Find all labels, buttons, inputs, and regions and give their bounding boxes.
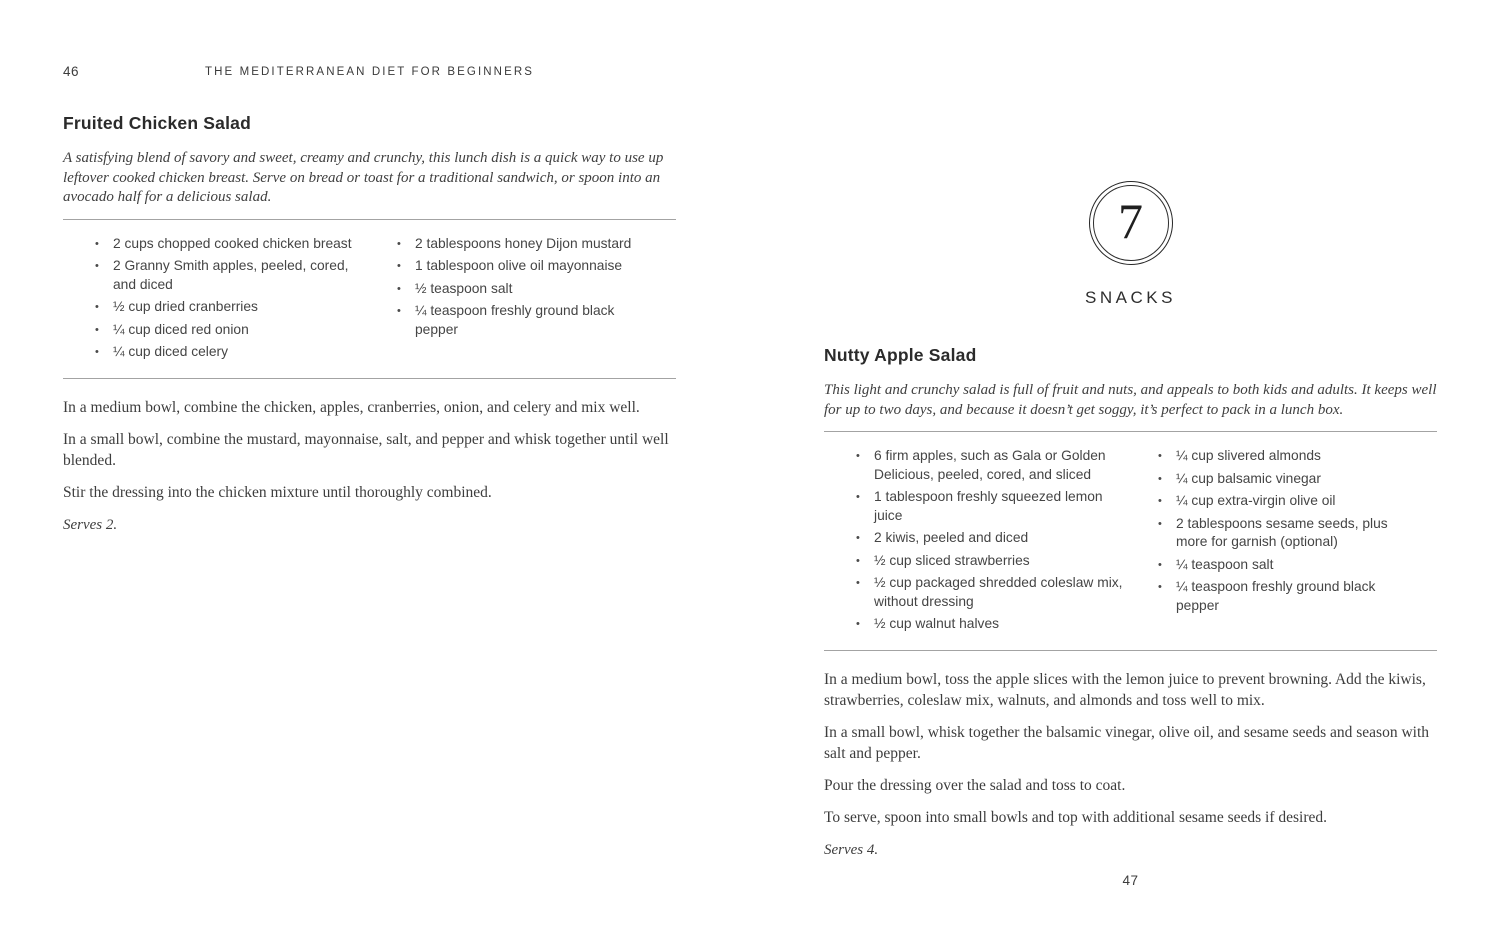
bullet-icon: •	[856, 554, 860, 567]
ingredient-item	[856, 488, 1132, 525]
ingredient-item	[95, 343, 371, 362]
bullet-icon: •	[856, 491, 860, 503]
chapter-number: 7	[1118, 193, 1143, 249]
step-paragraph: Stir the dressing into the chicken mixture until thoroughly combined.	[63, 483, 492, 501]
ingredient-text: ¼ teaspoon freshly ground black pepper	[415, 303, 615, 337]
ingredient-item	[397, 235, 642, 254]
step-paragraph: In a small bowl, combine the mustard, mayonnaise, salt, and pepper and whisk together until well blended.	[63, 430, 669, 469]
ingredient-item	[856, 447, 1132, 484]
ingredients-column-2	[1158, 447, 1437, 638]
ingredient-text: ½ cup sliced strawberries	[874, 552, 1030, 568]
bullet-icon: •	[1158, 450, 1162, 462]
bullet-icon: •	[856, 450, 860, 462]
bullet-icon: •	[856, 532, 860, 544]
ingredient-text: ½ teaspoon salt	[415, 280, 513, 296]
step-paragraph: Pour the dressing over the salad and toss to coat.	[824, 776, 1126, 794]
ingredient-text: ¼ cup diced celery	[113, 344, 229, 359]
ingredient-item	[856, 615, 1132, 634]
bullet-icon: •	[95, 301, 99, 313]
step-paragraph: To serve, spoon into small bowls and top with additional sesame seeds if desired.	[824, 808, 1328, 826]
chapter-number-badge	[1089, 181, 1173, 265]
recipe-title-fruited-chicken-salad: Fruited Chicken Salad	[63, 113, 251, 133]
right-page-number: 47	[1122, 872, 1139, 888]
bullet-icon: •	[397, 305, 401, 317]
ingredient-text: 2 Granny Smith apples, peeled, cored, and diced	[113, 258, 349, 292]
bullet-icon: •	[1158, 472, 1162, 485]
left-running-head	[63, 64, 676, 82]
ingredients-column-2	[397, 235, 676, 366]
badge-inner-ring	[1093, 185, 1169, 261]
bullet-icon: •	[1158, 558, 1162, 571]
recipe-intro: A satisfying blend of savory and sweet, creamy and crunchy, this lunch dish is a quick way to use up leftover cooked chicken breast. Serve on bread or toast for a traditional sandwich, or spoon into an avocado half for a delicious salad.	[63, 150, 664, 205]
ingredient-item	[1158, 447, 1403, 466]
step-paragraph: In a small bowl, whisk together the balsamic vinegar, olive oil, and sesame seeds and season with salt and pepper.	[824, 723, 1430, 762]
ingredient-text: 1 tablespoon olive oil mayonnaise	[415, 258, 623, 273]
ingredient-item	[1158, 515, 1403, 552]
ingredient-item	[856, 552, 1132, 571]
ingredient-item	[856, 529, 1132, 548]
ingredient-text: 2 cups chopped cooked chicken breast	[113, 235, 352, 251]
step-paragraph: In a medium bowl, combine the chicken, apples, cranberries, onion, and celery and mix well.	[63, 398, 640, 416]
ingredient-text: 2 tablespoons honey Dijon mustard	[415, 235, 632, 251]
ingredient-text: ½ cup dried cranberries	[113, 299, 258, 314]
running-header: THE MEDITERRANEAN DIET FOR BEGINNERS	[204, 66, 535, 78]
bullet-icon: •	[397, 260, 401, 272]
ingredients-section	[63, 219, 676, 379]
ingredients-column-1	[63, 235, 397, 366]
ingredient-text: 2 tablespoons sesame seeds, plus more for garnish (optional)	[1176, 515, 1388, 549]
ingredient-text: 1 tablespoon freshly squeezed lemon juice	[874, 489, 1103, 523]
ingredients-section	[824, 431, 1437, 651]
ingredients-column-1	[824, 447, 1158, 638]
ingredient-text: 2 kiwis, peeled and diced	[874, 530, 1029, 545]
bullet-icon: •	[95, 237, 99, 250]
ingredient-item	[397, 302, 642, 339]
bullet-icon: •	[1158, 581, 1162, 593]
ingredient-item	[1158, 578, 1403, 615]
bullet-icon: •	[95, 323, 99, 336]
serves-note: Serves 2.	[63, 516, 118, 533]
ingredient-item	[95, 257, 371, 294]
recipe-intro: This light and crunchy salad is full of fruit and nuts, and appeals to both kids and adults. It keeps well for up to two days, and because it doesn’t get soggy, it’s perfect to pack in a lunch box.	[824, 382, 1437, 418]
ingredient-text: ¼ cup balsamic vinegar	[1176, 470, 1321, 486]
right-page-footer	[824, 872, 1437, 890]
ingredient-text: 6 firm apples, such as Gala or Golden Delicious, peeled, cored, and sliced	[874, 448, 1106, 482]
chapter-title: SNACKS	[1085, 288, 1176, 307]
ingredient-text: ¼ cup slivered almonds	[1176, 448, 1321, 463]
ingredient-text: ¼ cup diced red onion	[113, 321, 249, 337]
bullet-icon: •	[95, 260, 99, 272]
ingredient-text: ¼ teaspoon salt	[1176, 556, 1274, 572]
ingredient-item	[1158, 492, 1403, 511]
ingredient-item	[95, 298, 371, 317]
bullet-icon: •	[856, 577, 860, 589]
ingredient-item	[1158, 556, 1403, 575]
ingredient-item	[95, 235, 371, 254]
left-page	[63, 64, 676, 534]
bullet-icon: •	[856, 618, 860, 630]
ingredient-item	[397, 257, 642, 276]
ingredient-item	[856, 574, 1132, 611]
right-page	[824, 0, 1437, 890]
ingredient-text: ½ cup packaged shredded coleslaw mix, without dressing	[874, 575, 1123, 609]
bullet-icon: •	[95, 346, 99, 358]
recipe-title-nutty-apple-salad: Nutty Apple Salad	[824, 345, 977, 365]
ingredient-text: ¼ teaspoon freshly ground black pepper	[1176, 579, 1376, 613]
left-page-number: 46	[63, 64, 80, 79]
bullet-icon: •	[1158, 517, 1162, 530]
ingredient-item	[397, 280, 642, 299]
serves-note: Serves 4.	[824, 841, 879, 858]
bullet-icon: •	[1158, 495, 1162, 507]
ingredient-text: ½ cup walnut halves	[874, 616, 1000, 631]
bullet-icon: •	[397, 282, 401, 295]
bullet-icon: •	[397, 237, 401, 250]
ingredient-item	[1158, 470, 1403, 489]
ingredient-item	[95, 321, 371, 340]
step-paragraph: In a medium bowl, toss the apple slices with the lemon juice to prevent browning. Add the kiwis, strawberries, coleslaw mix, walnuts, and almonds and toss well to mix.	[824, 670, 1426, 709]
ingredient-text: ¼ cup extra-virgin olive oil	[1176, 493, 1336, 508]
